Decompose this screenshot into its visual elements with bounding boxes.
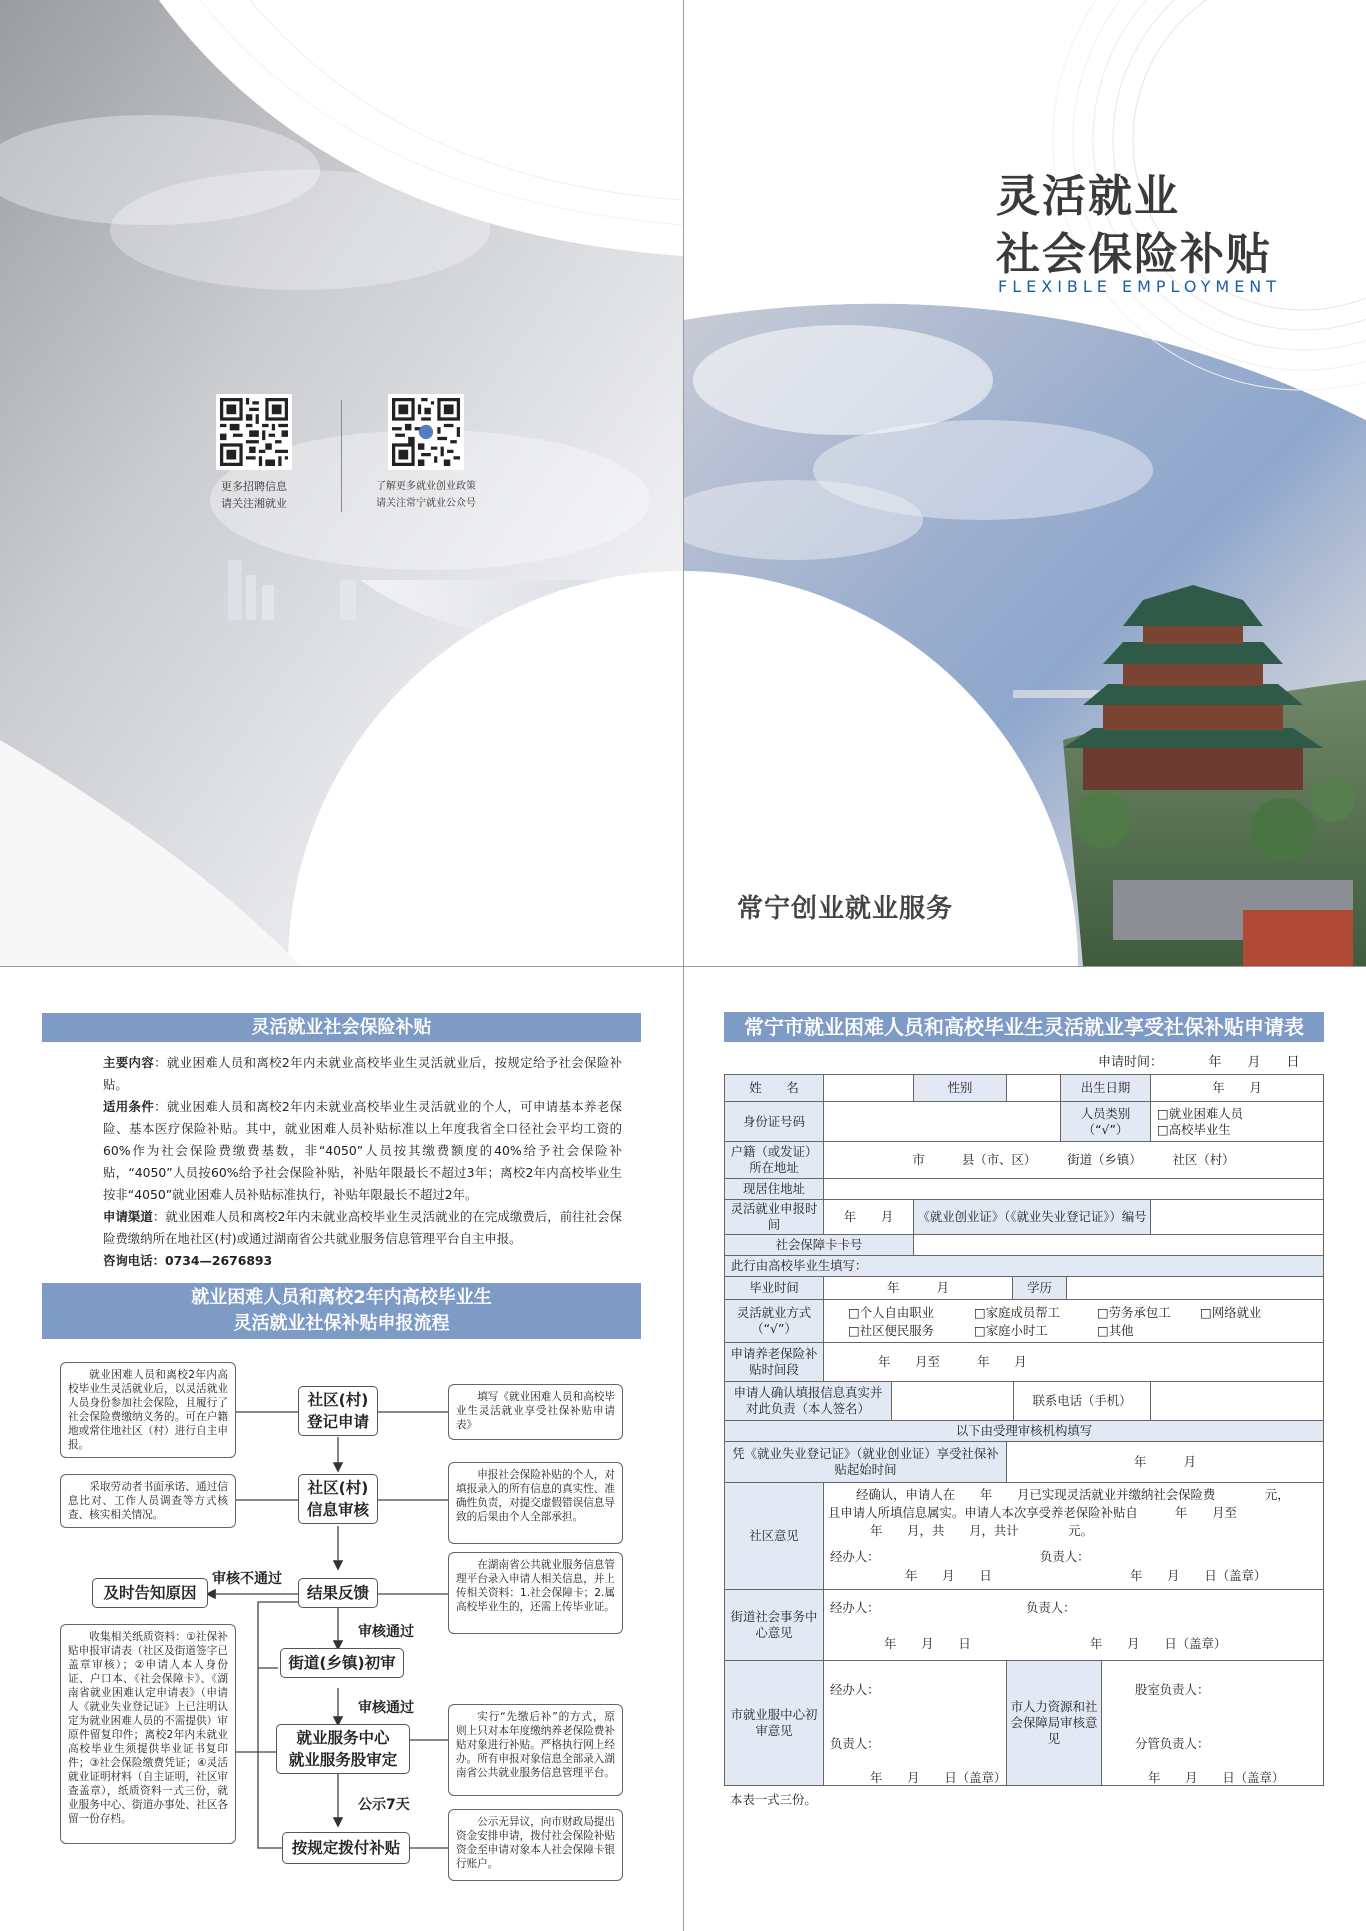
main-text: ：就业困难人员和离校2年内未就业高校毕业生灵活就业后，按规定给予社会保险补贴。 — [103, 1055, 623, 1092]
category-options[interactable] — [1150, 1101, 1324, 1142]
note-register: 就业困难人员和离校2年内高校毕业生灵活就业后，以灵活就业人员身份参加社会保险，且履行了社会保险费缴纳义务的。可在户籍地或常住地社区（村）进行自主申报。 — [60, 1362, 236, 1458]
confirm-label: 申请人确认填报信息真实并对此负责（本人签名） — [724, 1381, 892, 1421]
brand-name: 常宁创业就业服务 — [737, 894, 954, 924]
qr-divider — [341, 400, 342, 512]
note-fill-form: 填写《就业困难人员和高校毕业生灵活就业享受社保补贴申请表》 — [448, 1384, 623, 1440]
front-cover-panel — [683, 0, 1366, 966]
period-label: 申请养老保险补贴时间段 — [724, 1342, 824, 1382]
cond-label: 适用条件 — [103, 1099, 155, 1114]
note-publicity: 公示无异议，向市财政局提出资金安排申请，拨付社会保险补贴资金至申请对象本人社会保障卡银行账户。 — [448, 1809, 623, 1881]
community-principal: 负责人： — [1040, 1549, 1090, 1564]
step-register-line2: 登记申请 — [306, 1413, 369, 1431]
cert-number-label: 《就业创业证》（《就业失业登记证》）编号 — [913, 1199, 1151, 1235]
mode-option-community[interactable]: □社区便民服务 — [848, 1323, 935, 1338]
phone-text: ：0734—2676893 — [152, 1253, 273, 1268]
category-option-graduate[interactable]: □高校毕业生 — [1157, 1121, 1231, 1137]
qr2-caption-line2: 请关注常宁就业公众号 — [376, 498, 476, 509]
review-note: 以下由受理审核机构填写 — [724, 1420, 1324, 1442]
phone-label: 联系电话（手机） — [1013, 1381, 1151, 1421]
mode-option-hourly[interactable]: □家庭小时工 — [974, 1323, 1048, 1338]
note-verify: 采取劳动者书面承诺、通过信息比对、工作人员调查等方式核查、核实相关情况。 — [60, 1474, 236, 1528]
phone-label: 咨询电话 — [103, 1253, 153, 1268]
qr-code-icon — [220, 398, 288, 466]
center-handler: 经办人： — [830, 1682, 880, 1697]
qr1-caption — [196, 478, 312, 512]
cover-title-line2: 社会保险补贴 — [996, 229, 1272, 280]
label-review-pass-2: 审核通过 — [358, 1697, 414, 1717]
step-payment[interactable]: 按规定拨付补贴 — [282, 1832, 410, 1864]
note-materials: 收集相关纸质资料：①社保补贴申报审请表（社区及街道签字已盖章审核）；②申请人本人身份证、户口本、《社会保障卡》、《湖南省就业困难认定申请表》（申请人《就业失业登记证》上已注明认定为就业困难人员的不需提供）审原件留复印件；离校2年内未就业高校毕业生须提供毕业证书复印件；③社会保险缴费凭证；④灵活就业证明材料（自主证明，社区审查盖章），纸质资料一式三份，就业服务中心、街道办事处、社区各留一份存档。 — [60, 1624, 236, 1844]
flow-title — [42, 1283, 641, 1339]
mode-label: 灵活就业方式（“√”） — [724, 1299, 824, 1343]
name-label: 姓 名 — [724, 1074, 824, 1102]
education-label: 学历 — [1012, 1276, 1067, 1300]
start-time-label: 凭《就业失业登记证》（就业创业证）享受社保补贴起始时间 — [724, 1441, 1007, 1483]
birth-label: 出生日期 — [1060, 1074, 1151, 1102]
step-feedback[interactable]: 结果反馈 — [298, 1578, 378, 1608]
center-seal-date: 年 月 日（盖章） — [870, 1770, 1007, 1785]
step-reject-notify[interactable]: 及时告知原因 — [92, 1578, 208, 1608]
signature-input[interactable] — [891, 1381, 1014, 1421]
cover-title-line1: 灵活就业 — [996, 171, 1180, 222]
phone-input[interactable] — [1150, 1381, 1324, 1421]
step-register[interactable] — [298, 1386, 378, 1436]
category-label: 人员类别（“√”） — [1060, 1101, 1151, 1142]
community-text-line1: 经确认，申请人在 年 月已实现灵活就业并缴纳社会保险费 元， — [856, 1487, 1290, 1502]
social-card-label: 社会保障卡卡号 — [724, 1234, 914, 1256]
qr-code-changning-employment[interactable] — [388, 394, 464, 470]
step-register-line1: 社区(村) — [307, 1391, 369, 1409]
id-label: 身份证号码 — [724, 1101, 824, 1142]
gender-input[interactable] — [1006, 1074, 1061, 1102]
hukou-label: 户籍（或发证）所在地址 — [724, 1141, 824, 1179]
education-input[interactable] — [1066, 1276, 1324, 1300]
qr-code-xiang-employment[interactable] — [216, 394, 292, 470]
label-review-pass-1: 审核通过 — [358, 1621, 414, 1641]
social-card-input[interactable] — [913, 1234, 1324, 1256]
grad-time-label: 毕业时间 — [724, 1276, 824, 1300]
street-seal-date: 年 月 日（盖章） — [1090, 1636, 1227, 1651]
hr-section-head: 股室负责人： — [1135, 1682, 1210, 1697]
street-label: 街道社会事务中心意见 — [724, 1589, 824, 1661]
flow-title-line1: 就业困难人员和离校2年内高校毕业生 — [191, 1287, 492, 1308]
policy-text — [60, 1052, 622, 1272]
step-center-line1: 就业服务中心 — [296, 1729, 390, 1747]
mode-option-contract[interactable]: □劳务承包工 — [1097, 1305, 1171, 1320]
channel-text: ：就业困难人员和离校2年内未就业高校毕业生灵活就业的在完成缴费后，前往社会保险费缴纳所在地社区(村)或通过湖南省公共就业服务信息管理平台自主申报。 — [103, 1209, 623, 1246]
hr-vice-head: 分管负责人： — [1135, 1736, 1210, 1751]
qr1-caption-line1: 更多招聘信息 — [221, 480, 287, 493]
policy-phone — [60, 1250, 622, 1272]
center-opinion-box[interactable] — [823, 1660, 1007, 1786]
category-option-difficult[interactable]: □就业困难人员 — [1157, 1105, 1244, 1121]
graduate-note: 此行由高校毕业生填写： — [724, 1255, 1324, 1277]
note-responsibility: 申报社会保险补贴的个人，对填报录入的所有信息的真实性、准确性负责，对提交虚假错误信息导致的后果由个人全部承担。 — [448, 1462, 623, 1544]
community-text-line2: 且申请人所填信息属实。申请人本次享受养老保险补贴自 年 月至 — [828, 1505, 1237, 1520]
fold-line-horizontal — [0, 966, 1366, 967]
step-verify[interactable] — [298, 1474, 378, 1524]
qr2-caption-line1: 了解更多就业创业政策 — [376, 481, 476, 492]
label-publicity: 公示7天 — [358, 1794, 410, 1814]
step-center-line2: 就业服务股审定 — [288, 1751, 398, 1769]
flex-time-label: 灵活就业申报时间 — [724, 1199, 824, 1235]
community-handler-date: 年 月 日 — [905, 1568, 992, 1583]
community-label: 社区意见 — [724, 1482, 824, 1590]
cond-text: ：就业困难人员和离校2年内未就业高校毕业生灵活就业的个人，可申请基本养老保险、基本医疗保险补贴。其中，就业困难人员补贴标准以上年度我省全口径社会平均工资的60%作为社会保险费缴费基数，非“4050”人员按其缴费额度的40%给予社会保险补贴，“4050”人员按60%给予社会保险补贴，补贴年限最长不超过3年；离校2年内高校毕业生按非“4050”就业困难人员补贴标准执行，补贴年限最长不超过2年。 — [103, 1099, 623, 1202]
note-platform: 在湖南省公共就业服务信息管理平台录入申请人相关信息，并上传相关资料：1.社会保障卡；2.属高校毕业生的，还需上传毕业证。 — [448, 1552, 623, 1634]
back-cover-panel — [0, 0, 683, 966]
community-handler: 经办人： — [830, 1549, 880, 1564]
cert-number-input[interactable] — [1150, 1199, 1324, 1235]
center-label: 市就业服中心初审意见 — [724, 1660, 824, 1786]
policy-title: 灵活就业社会保险补贴 — [42, 1013, 641, 1042]
hukou-input[interactable]: 市 县（市、区） 街道（乡镇） 社区（村） — [823, 1141, 1324, 1179]
step-street-review[interactable]: 街道(乡镇)初审 — [280, 1648, 404, 1678]
step-verify-line2: 信息审核 — [306, 1501, 369, 1519]
cover-arc-photo — [683, 0, 1366, 966]
center-principal: 负责人： — [830, 1736, 880, 1751]
name-input[interactable] — [823, 1074, 914, 1102]
street-principal: 负责人： — [1026, 1600, 1076, 1615]
street-handler: 经办人： — [830, 1600, 880, 1615]
id-input[interactable] — [823, 1101, 1061, 1142]
policy-channel — [60, 1206, 622, 1250]
form-title: 常宁市就业困难人员和高校毕业生灵活就业享受社保补贴申请表 — [724, 1012, 1324, 1042]
apply-time: 申请时间： 年 月 日 — [1098, 1055, 1300, 1070]
qr1-caption-line2: 请关注湘就业 — [221, 497, 287, 510]
form-footnote: 本表一式三份。 — [730, 1792, 817, 1807]
residence-label: 现居住地址 — [724, 1178, 824, 1200]
period-input[interactable]: 年 月至 年 月 — [823, 1342, 1324, 1382]
birth-input[interactable]: 年 月 — [1150, 1074, 1324, 1102]
street-handler-date: 年 月 日 — [884, 1636, 971, 1651]
label-review-fail: 审核不通过 — [212, 1568, 282, 1588]
qr2-caption — [356, 478, 496, 512]
mode-option-other[interactable]: □其他 — [1097, 1323, 1134, 1338]
community-text-line3: 年 月，共 月，共计 元。 — [870, 1523, 1094, 1538]
main-label: 主要内容 — [103, 1055, 155, 1070]
mode-option-freelance[interactable]: □个人自由职业 — [848, 1305, 935, 1320]
residence-input[interactable] — [823, 1178, 1324, 1200]
flex-time-input[interactable]: 年 月 — [823, 1199, 914, 1235]
channel-label: 申请渠道 — [103, 1209, 153, 1224]
community-seal-date: 年 月 日（盖章） — [1130, 1568, 1267, 1583]
qr-code-icon — [392, 398, 460, 466]
hr-seal-date: 年 月 日（盖章） — [1148, 1770, 1285, 1785]
flow-title-line2: 灵活就业社保补贴申报流程 — [233, 1313, 450, 1334]
gender-label: 性别 — [913, 1074, 1007, 1102]
mode-option-online[interactable]: □网络就业 — [1200, 1305, 1262, 1320]
mode-option-family-help[interactable]: □家庭成员帮工 — [974, 1305, 1061, 1320]
note-pay-first: 实行“先缴后补”的方式，原则上只对本年度缴纳养老保险费补贴对象进行补贴。严格执行网上经办。所有申报对象信息全部录入湖南省公共就业服务信息管理平台。 — [448, 1704, 623, 1796]
start-time-input[interactable]: 年 月 — [1006, 1441, 1324, 1483]
step-verify-line1: 社区(村) — [307, 1479, 369, 1497]
policy-condition — [60, 1096, 622, 1206]
grad-time-input[interactable]: 年 月 — [823, 1276, 1013, 1300]
hr-opinion-box[interactable] — [1101, 1660, 1324, 1786]
step-center-approve[interactable] — [276, 1724, 410, 1774]
hr-label: 市人力资源和社会保障局审核意见 — [1006, 1660, 1102, 1786]
policy-main — [60, 1052, 622, 1096]
cover-title-english: FLEXIBLE EMPLOYMENT — [998, 277, 1282, 296]
